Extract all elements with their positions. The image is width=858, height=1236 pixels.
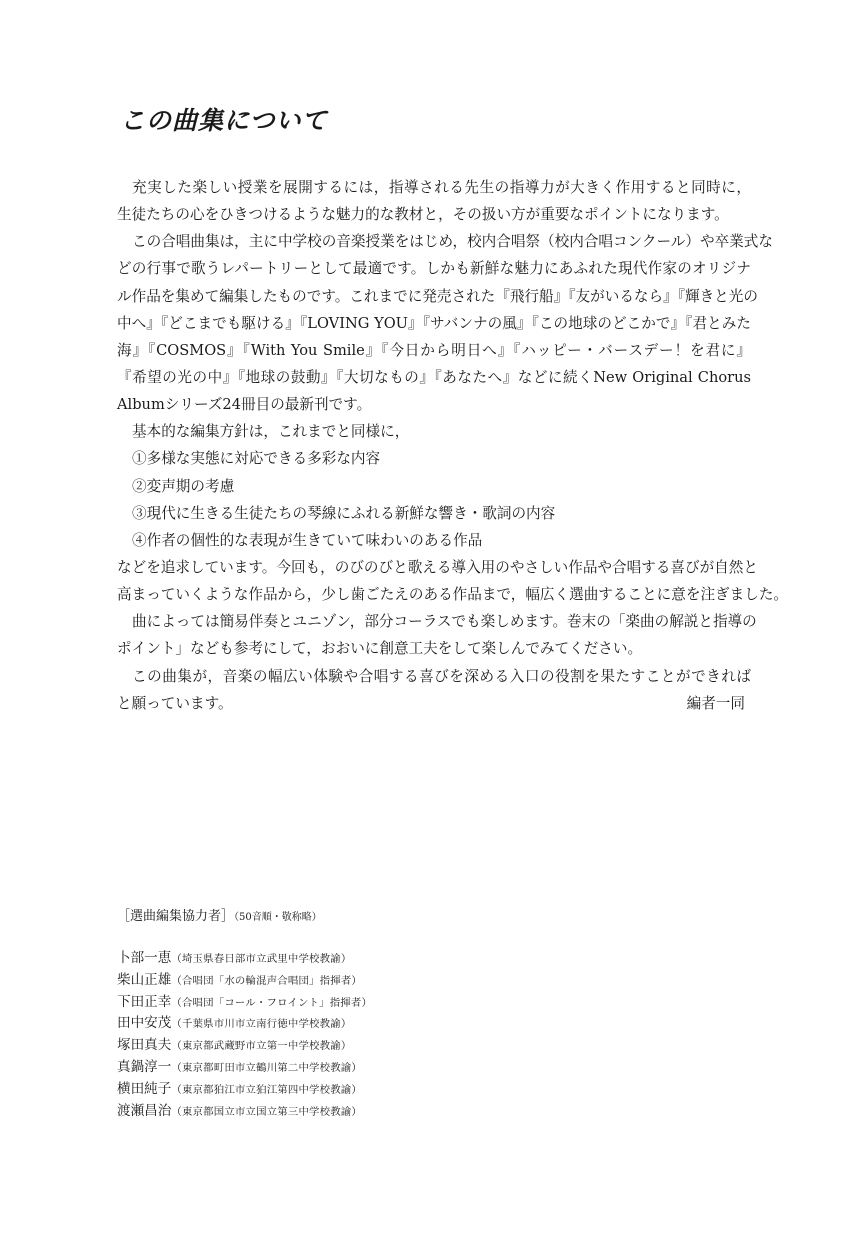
contributor-name: 真鍋淳一 xyxy=(117,1058,172,1075)
contributor-affiliation: （合唱団「水の輪混声合唱団」指揮者） xyxy=(171,974,363,987)
paragraph-line: 充実した楽しい授業を展開するには，指導される先生の指導力が大きく作用すると同時に， xyxy=(132,179,751,196)
paragraph-line: 生徒たちの心をひきつけるような魅力的な教材と，その扱い方が重要なポイントになります。 xyxy=(117,206,729,224)
paragraph-line: Albumシリーズ24冊目の最新刊です。 xyxy=(117,396,372,414)
introduction-text xyxy=(117,174,789,717)
paragraph-line: どの行事で歌うレパートリーとして最適です。しかも新鮮な魅力にあふれた現代作家のオリジナ xyxy=(117,260,751,278)
paragraph-line: 基本的な編集方針は，これまでと同様に， xyxy=(132,423,410,441)
contributor-row xyxy=(117,1013,517,1035)
paragraph-line: ポイント」なども参考にして，おおいに創意工夫をして楽しんでみてください。 xyxy=(117,640,643,658)
contributor-affiliation: （東京都武蔵野市立第一中学校教諭） xyxy=(171,1040,352,1053)
contributor-row xyxy=(117,1101,517,1123)
contributor-row xyxy=(117,948,517,970)
contributors-heading-label: ［選曲編集協力者］ xyxy=(117,909,235,924)
contributor-name: 塚田真夫 xyxy=(117,1037,172,1054)
page-title: この曲集について xyxy=(120,106,328,135)
contributor-affiliation: （千葉県市川市立南行徳中学校教諭） xyxy=(171,1018,352,1031)
contributor-row xyxy=(117,1057,517,1079)
signature: 編者一同 xyxy=(686,694,745,712)
contributor-row xyxy=(117,1079,517,1101)
paragraph-line: 中へ』『どこまでも駆ける』『LOVING YOU』『サバンナの風』『この地球のどこかで』『君とみた xyxy=(117,314,751,332)
paragraph-line: などを追求しています。今回も，のびのびと歌える導入用のやさしい作品や合唱する喜びが自然と xyxy=(117,558,758,576)
contributors-heading xyxy=(117,906,517,928)
paragraph-line: 曲によっては簡易伴奏とユニゾン，部分コーラスでも楽しめます。巻末の「楽曲の解説と指導の xyxy=(132,613,757,631)
contributor-name: 渡瀬昌治 xyxy=(117,1102,172,1119)
paragraph-line: この曲集が，音楽の幅広い体験や合唱する喜びを深める入口の役割を果たすことができれば xyxy=(132,667,751,685)
contributor-affiliation: （東京都狛江市立狛江第四中学校教諭） xyxy=(171,1083,363,1096)
contributor-affiliation: （埼玉県春日部市立武里中学校教諭） xyxy=(171,953,352,965)
contributor-name: 卜部一恵 xyxy=(117,950,172,966)
paragraph-line: ①多様な実態に対応できる多彩な内容 xyxy=(132,450,381,468)
paragraph-line: ④作者の個性的な表現が生きていて味わいのある作品 xyxy=(132,531,483,549)
contributor-row xyxy=(117,970,517,992)
paragraph-line: ル作品を集めて編集したものです。これまでに発売された『飛行船』『友がいるなら』『輝きと光の xyxy=(117,287,758,305)
contributor-name: 横田純子 xyxy=(117,1080,172,1097)
paragraph-line: ②変声期の考慮 xyxy=(132,477,235,495)
contributor-row xyxy=(117,992,517,1014)
contributor-name: 田中安茂 xyxy=(117,1015,172,1032)
contributor-affiliation: （合唱団「コール・フロイント」指揮者） xyxy=(171,996,373,1009)
contributor-affiliation: （東京都町田市立鶴川第二中学校教諭） xyxy=(171,1061,363,1074)
paragraph-line: 海』『COSMOS』『With You Smile』『今日から明日へ』『ハッピー・バースデー！を君に』 xyxy=(117,341,751,359)
paragraph-line: ③現代に生きる生徒たちの琴線にふれる新鮮な響き・歌詞の内容 xyxy=(132,504,556,522)
contributors-heading-note: （50音順・敬称略） xyxy=(234,912,322,923)
contributor-name: 下田正幸 xyxy=(117,993,172,1010)
paragraph-line: 『希望の光の中』『地球の鼓動』『大切なもの』『あなたへ』などに続くNew Original Chorus xyxy=(117,368,751,386)
contributor-name: 柴山正雄 xyxy=(117,971,172,988)
contributor-row xyxy=(117,1035,517,1057)
contributor-affiliation: （東京都国立市立国立第三中学校教諭） xyxy=(171,1105,363,1118)
closing-text: と願っています。 xyxy=(117,694,233,712)
contributors-section xyxy=(117,906,517,1122)
paragraph-line: 高まっていくような作品から，少し歯ごたえのある作品まで，幅広く選曲することに意を注ぎました。 xyxy=(117,586,789,604)
paragraph-line: この合唱曲集は，主に中学校の音楽授業をはじめ，校内合唱祭（校内合唱コンクール）や卒業式な xyxy=(132,233,773,251)
closing-line xyxy=(117,690,751,717)
